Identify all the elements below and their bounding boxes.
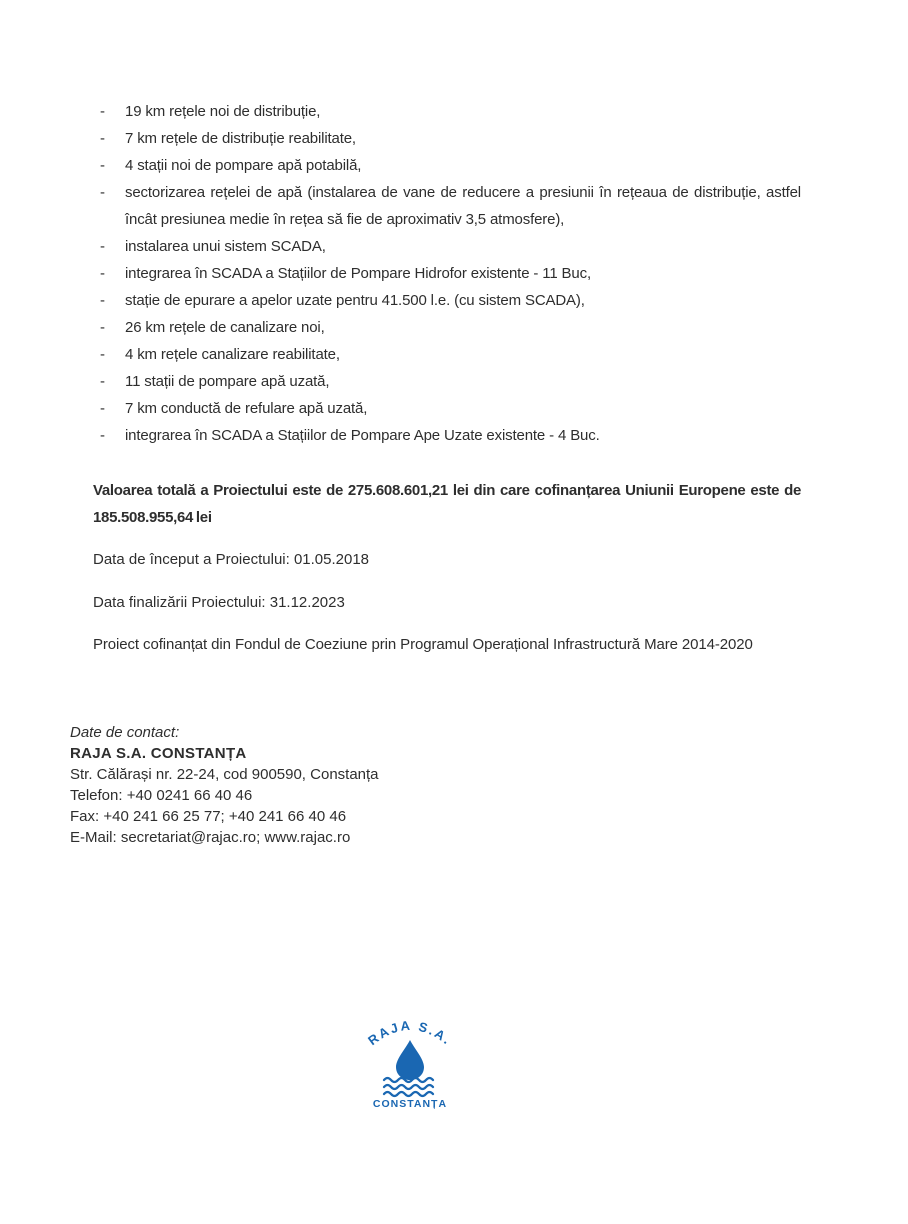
list-item [100, 152, 801, 179]
list-item [100, 314, 801, 341]
list-item [100, 341, 801, 368]
bullet-dash: - [100, 130, 105, 147]
list-item-text: 4 km rețele canalizare reabilitate, [125, 346, 340, 363]
list-item-text: 11 stații de pompare apă uzată, [125, 373, 330, 390]
project-value-paragraph: Valoarea totală a Proiectului este de 275.608.601,21 lei din care cofinanțarea Uniunii Europene este de 185.508.955,64 lei [93, 482, 801, 526]
bullet-dash: - [100, 292, 105, 309]
bullet-dash: - [100, 373, 105, 390]
bullet-dash: - [100, 103, 105, 120]
bullet-dash: - [100, 427, 105, 444]
end-date-paragraph: Data finalizării Proiectului: 31.12.2023 [93, 594, 345, 611]
company-name: RAJA S.A. CONSTANȚA [70, 745, 247, 762]
bullet-dash: - [100, 238, 105, 255]
list-item-text: sectorizarea rețelei de apă (instalarea de vane de reducere a presiunii în rețeaua de distribuție, astfel încât presiunea medie în rețea să fie de aproximativ 3,5 atmosfere), [125, 184, 801, 228]
start-date-paragraph: Data de început a Proiectului: 01.05.2018 [93, 551, 370, 568]
bullet-dash: - [100, 184, 105, 201]
bullet-dash: - [100, 157, 105, 174]
list-item-text: instalarea unui sistem SCADA, [125, 238, 326, 255]
list-item [100, 368, 801, 395]
bullet-dash: - [100, 400, 105, 417]
list-item [100, 179, 801, 233]
bullet-dash: - [100, 265, 105, 282]
raja-logo [363, 1018, 457, 1114]
list-item-text: 4 stații noi de pompare apă potabilă, [125, 157, 362, 174]
phone-line: Telefon: +40 0241 66 40 46 [70, 787, 253, 804]
list-item-text: integrarea în SCADA a Stațiilor de Pompare Ape Uzate existente - 4 Buc. [125, 427, 600, 444]
list-item [100, 233, 801, 260]
list-item-text: integrarea în SCADA a Stațiilor de Pompare Hidrofor existente - 11 Buc, [125, 265, 591, 282]
bullet-dash: - [100, 346, 105, 363]
list-item [100, 98, 801, 125]
list-item [100, 422, 801, 449]
contact-block [70, 722, 379, 848]
address-line: Str. Călărași nr. 22-24, cod 900590, Constanța [70, 766, 379, 783]
contact-label: Date de contact: [70, 724, 180, 741]
water-drop-icon [396, 1040, 424, 1080]
waves-icon [384, 1078, 433, 1096]
fax-line: Fax: +40 241 66 25 77; +40 241 66 40 46 [70, 808, 347, 825]
cofinancing-note: Proiect cofinanțat din Fondul de Coeziune prin Programul Operațional Infrastructură Mare 2014-2020 [93, 636, 753, 653]
email-line: E-Mail: secretariat@rajac.ro; www.rajac.ro [70, 829, 351, 846]
list-item-text: 26 km rețele de canalizare noi, [125, 319, 325, 336]
list-item [100, 395, 801, 422]
list-item-text: stație de epurare a apelor uzate pentru 41.500 l.e. (cu sistem SCADA), [125, 292, 585, 309]
list-item [100, 125, 801, 152]
bullet-dash: - [100, 319, 105, 336]
list-item-text: 7 km conductă de refulare apă uzată, [125, 400, 368, 417]
project-outputs-list [100, 98, 801, 449]
logo-city-label: CONSTANȚA [372, 1098, 448, 1110]
logo-arc-text: RAJA S.A. [365, 1018, 456, 1049]
list-item-text: 19 km rețele noi de distribuție, [125, 103, 321, 120]
list-item [100, 260, 801, 287]
list-item [100, 287, 801, 314]
list-item-text: 7 km rețele de distribuție reabilitate, [125, 130, 356, 147]
